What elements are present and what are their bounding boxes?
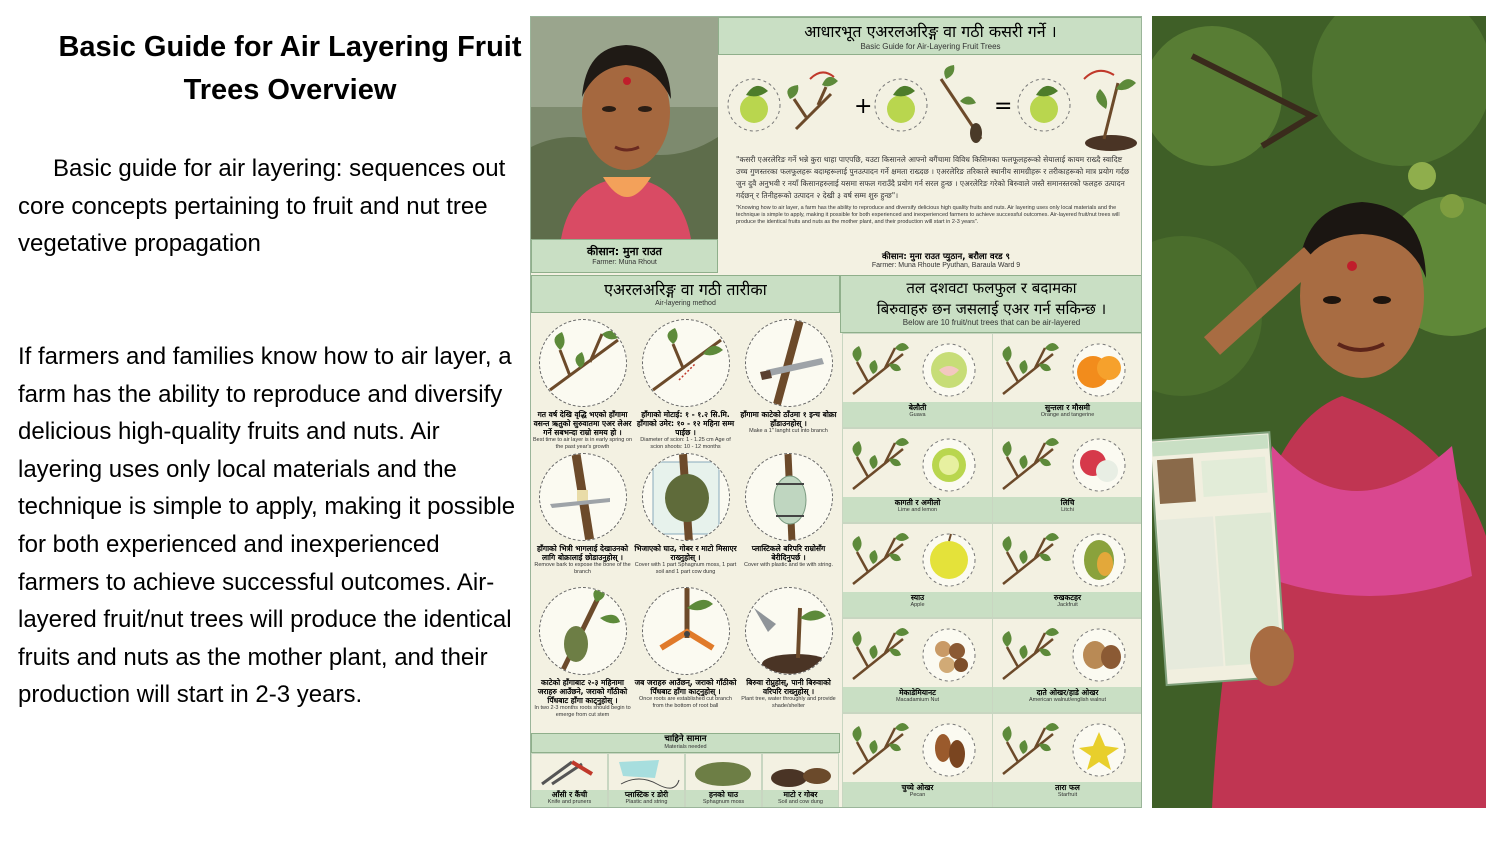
tree-label-en: Orange and tangerine [1040,412,1095,418]
slide-title: Basic Guide for Air Layering Fruit Trees Overview [58,31,522,106]
step-illustration [539,587,627,675]
starfruit-icon [993,714,1142,782]
tree-label-np: रुखकटहर [1053,593,1082,602]
step-text-en: Diameter of scion: 1 - 1.25 cm Age of scion shoots: 10 - 12 months [640,437,731,450]
intro-paragraph: Basic guide for air layering: sequences out core concepts pertaining to fruit and nut tree vegetative propagation [18,155,506,257]
step-text-np: जब जराहरु आउँछन्, जराको गाँठीको पिँधबाट हाँगा काट्नुहोस् । [634,678,737,696]
tree-label-np: दाते ओखर/हाडे ओखर [1036,688,1099,697]
method-step [531,449,634,583]
method-step [634,315,737,449]
trees-header [840,275,1142,333]
quote-np: "कसरी एअरलेरिङ गर्ने भन्ने कुरा थाहा पाएपछि, यउटा किसानले आफ्नो बगैंचामा विविध किसिमका फलफूलहरूको सेयालाई कायम राख्दै स्वादिष्ट उच्च गुणस्तरका फलफूलहरू बदाम्हरूलाई पुनउत्पादन गर्ने क्षमता राख्दछ । एअरलेरिङ तरिकाले स्थानीय सामग्रीहरू र तरीकाहरूको मात्र प्रयोग गर्दछ जुन दुवै अनुभवी र नयाँ किसानहरुलाई यसमा सफल गराउँदै प्रयोग गर्न सरल हुन्छ । एअरलेरिङ गरेको बिरुवाले जस्तै समानस्तरको फलहरु उत्पादन गर्दछन् र तिनीहरूको उत्पादन २ देखी ३ वर्ष सम्म शुरु हुन्छ"। [736,155,1130,200]
fruit-tree-litchi [992,428,1142,523]
step-illustration [539,453,627,541]
quote-en: "Knowing how to air layer, a farm has the ability to reproduce and diversify delicious high quality fruits and nuts. Air layering uses only local materials and the technique is simple to apply, making it possible for both experienced and inexperienced farmers to achieve successful outcomes. Air-layered fruit/nut trees will produce the identical fruits and nuts as the mother plant, and their production will start in 2-3 years". [736,205,1120,225]
orange-icon [993,334,1142,402]
step-text-np: हाँगाको भित्री भागलाई देखाउनको लागि बोक्रालाई छोडाउनुहोस् । [536,544,629,562]
method-step [531,583,634,717]
farmer-quote [736,154,1136,264]
tree-label-np: सुन्तला र मौसमी [1045,403,1090,412]
method-step [634,449,737,583]
poster-title-np: आधारभूत एअरलअरिङ्ग वा गठी कसरी गर्ने । [804,22,1057,41]
step-illustration [745,319,833,407]
macadamia-icon [843,619,992,687]
method-header [531,275,840,313]
tree-label-np: चुच्चे ओखर [901,783,934,792]
method-step [737,449,840,583]
material-label-en: Soil and cow dung [778,799,823,805]
trees-title-en: Below are 10 fruit/nut trees that can be air-layered [902,318,1081,327]
step-illustration [642,453,730,541]
tree-label-np: मेकाडेमियानट [899,688,936,697]
step-text-np: भिजाएको घाउ, गोबर र माटो मिसाएर राख्नुहोस् । [634,544,737,562]
poster-title-en: Basic Guide for Air-Layering Fruit Trees [860,42,1001,51]
farmer-portrait [531,17,718,239]
step-illustration [642,587,730,675]
guava-icon [843,334,992,402]
method-title-en: Air-layering method [655,300,716,307]
materials-title-en: Materials needed [664,744,707,750]
fruit-tree-pecan [842,713,993,808]
pruners-icon [532,754,607,790]
poster-header [718,17,1142,55]
step-text-np: हाँगाको मोटाई: १ - १.२ सि.मि. हाँगाको उमेर: १० - १२ महिना सम्म पाईछ । [636,410,735,437]
quote-caption-np: कीसान: मुना राउत प्युठान, बरौला वरड ९ [882,252,1010,262]
step-text-en: Remove bark to expose the bone of the branch [534,562,631,575]
fruit-tree-macadamia [842,618,993,713]
tree-label-en: Macadamium Nut [895,697,940,703]
step-text-en: Cover with plastic and tie with string. [744,562,833,568]
step-illustration [745,453,833,541]
air-layering-poster [530,16,1142,808]
quote-caption [781,251,1111,269]
step-text-en: Once roots are established cut branch from the bottom of root ball [639,696,732,709]
material-item [531,753,608,808]
step-text-np: काटेको हाँगाबाट २-३ महिनामा जराहरु आउँछने, जराको गाँठीको पिँधबाट हाँगा काट्नुहोस् । [537,678,628,705]
farmer-name-np: कीसान: मुना राउत [587,245,662,258]
lime-icon [843,429,992,497]
material-item [685,753,762,808]
fruit-tree-walnut [992,618,1142,713]
tree-label-np: तारा फल [1055,783,1080,792]
svg-text:+: + [854,94,873,119]
jackfruit-icon [993,524,1142,592]
tree-label-np: कागती र अमीलो [894,498,941,507]
soil-icon [763,754,838,790]
tree-label-np: स्याउ [910,593,925,602]
fruit-tree-apple [842,523,993,618]
tree-label-en: Guava [909,412,926,418]
apple-icon [843,524,992,592]
step-text-np: प्लास्टिकले बरिपरि राम्रोसँग बेरीदिनुपर्छ । [751,544,826,562]
tree-label-en: Apple [910,602,925,608]
step-text-np: बिरुवा रोप्नुहोस्, पानी बिरुवाको वरिपरि राख्नुहोस् । [746,678,831,696]
step-text-en: In two 2-3 months roots should begin to emerge from cut stem [534,705,631,718]
farmer-holding-poster-photo [1152,16,1486,808]
tree-label-en: Jackfruit [1057,602,1078,608]
tree-label-en: American walnut/english walnut [1028,697,1107,703]
pecan-icon [843,714,992,782]
walnut-icon [993,619,1142,687]
fruit-tree-lime [842,428,993,523]
plastic-icon [609,754,684,790]
step-text-en: Plant tree, water throughly and provide shade/shelter [741,696,836,709]
grafting-diagram [726,59,1138,151]
method-step [634,583,737,717]
tree-label-np: लिचि [1060,498,1075,507]
moss-icon [686,754,761,790]
fruit-tree-jackfruit [992,523,1142,618]
svg-text:=: = [994,94,1013,119]
material-label-en: Knife and pruners [547,799,592,805]
tree-label-np: बेलौती [908,403,927,412]
material-label-en: Sphagnum moss [702,799,745,805]
materials-header [531,733,840,753]
materials-title-np: चाहिने सामान [664,734,707,744]
tree-label-en: Pecan [909,792,926,798]
tree-label-en: Starfruit [1057,792,1078,798]
tree-label-en: Lime and lemon [897,507,938,513]
step-text-en: Cover with 1 part Sphagnum moss, 1 part soil and 1 part cow dung [634,562,737,575]
step-illustration [642,319,730,407]
farmer-name-en: Farmer: Muna Rhout [592,259,657,266]
material-item [762,753,839,808]
method-step [737,583,840,717]
step-text-np: हाँगामा काटेको ठाँउमा १ इन्च बोक्रा हाँडाउनहोस् । [740,410,837,428]
body-paragraph: If farmers and families know how to air layer, a farm has the ability to reproduce and diversify delicious high-quality fruits and nuts. Air layering uses only local materials and the technique is simple to apply, making it possible for both experienced and inexperienced farmers to achieve successful outcomes. Air-layered fruit/nut trees will produce the identical fruits and nuts as the mother plant, and their production will start in 2-3 years. [18,343,516,709]
material-label-np: हनको घाउ [709,790,738,799]
method-title-np: एअरलअरिङ्ग वा गठी तारीका [604,280,767,299]
material-label-np: प्लास्टिक र डोरी [624,790,669,799]
material-item [608,753,685,808]
step-text-en: Make a 1" langht cut into branch [749,428,828,434]
fruit-tree-starfruit [992,713,1142,808]
material-label-en: Plastic and string [625,799,668,805]
fruit-tree-orange [992,333,1142,428]
method-step [737,315,840,449]
trees-title-np-2: बिरुवाहरु छन जसलाई एअर गर्न सकिन्छ । [876,300,1107,318]
material-label-np: आँसी र कैंची [551,790,588,799]
step-illustration [539,319,627,407]
step-illustration [745,587,833,675]
quote-caption-en: Farmer: Muna Rhoute Pyuthan, Baraula Ward 9 [871,262,1021,269]
material-label-np: माटो र गोबर [783,790,818,799]
tree-label-en: Litchi [1061,507,1074,513]
fruit-tree-guava [842,333,993,428]
step-text-np: गत वर्ष देखि वृद्धि भएको हाँगामा वसन्त ऋतुको सुरुवातमा एअर लेअर गर्ने सबभन्दा राम्रो समय हो । [533,410,632,437]
litchi-icon [993,429,1142,497]
step-text-en: Best time to air layer is in early spring on the past year's growth [532,437,633,450]
farmer-caption [531,239,718,273]
method-step [531,315,634,449]
trees-title-np-1: तल दशवटा फलफुल र बदामका [906,279,1077,297]
